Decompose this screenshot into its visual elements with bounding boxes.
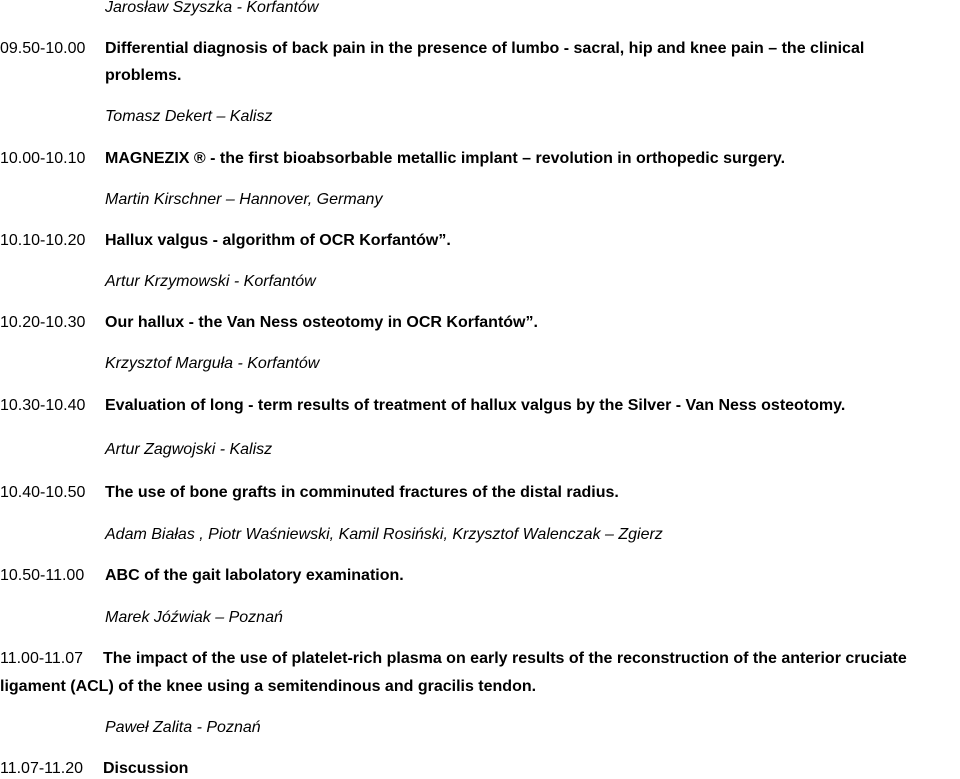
session-time: 11.00-11.07 [0,650,84,667]
speaker-name: Jarosław Szyszka - Korfantów [105,0,319,16]
session-title: MAGNEZIX ® - the first bioabsorbable metallic implant – revolution in orthopedic surgery. [105,150,786,167]
speaker-name: Marek Jóźwiak – Poznań [105,609,283,626]
session-time: 10.20-10.30 [0,314,86,331]
session-time: 10.30-10.40 [0,397,86,414]
session-time: 10.40-10.50 [0,484,86,501]
speaker-name: Tomasz Dekert – Kalisz [105,108,273,125]
session-title-continued: ligament (ACL) of the knee using a semitendinous and gracilis tendon. [0,678,537,695]
session-time: 10.00-10.10 [0,150,86,167]
session-title: Discussion [103,760,189,777]
session-title: Hallux valgus - algorithm of OCR Korfantów”. [105,232,451,249]
session-time: 10.50-11.00 [0,567,85,584]
session-time: 11.07-11.20 [0,760,84,777]
speaker-name: Paweł Zalita - Poznań [105,719,261,736]
speaker-name: Martin Kirschner – Hannover, Germany [105,191,383,208]
speaker-name: Krzysztof Marguła - Korfantów [105,355,320,372]
session-title: The use of bone grafts in comminuted fractures of the distal radius. [105,484,619,501]
session-time: 10.10-10.20 [0,232,86,249]
speaker-name: Artur Zagwojski - Kalisz [105,441,273,458]
session-title: ABC of the gait labolatory examination. [105,567,404,584]
session-title: Differential diagnosis of back pain in the presence of lumbo - sacral, hip and knee pain – the clinical [105,40,865,57]
session-title: Our hallux - the Van Ness osteotomy in OCR Korfantów”. [105,314,538,331]
session-title-continued: problems. [105,67,182,84]
session-title: Evaluation of long - term results of treatment of hallux valgus by the Silver - Van Ness osteotomy. [105,397,846,414]
speaker-name: Artur Krzymowski - Korfantów [105,273,316,290]
session-title: The impact of the use of platelet-rich plasma on early results of the reconstruction of the anterior cruciate [103,650,907,667]
session-time: 09.50-10.00 [0,40,86,57]
speaker-name: Adam Białas , Piotr Waśniewski, Kamil Rosiński, Krzysztof Walenczak – Zgierz [105,526,663,543]
